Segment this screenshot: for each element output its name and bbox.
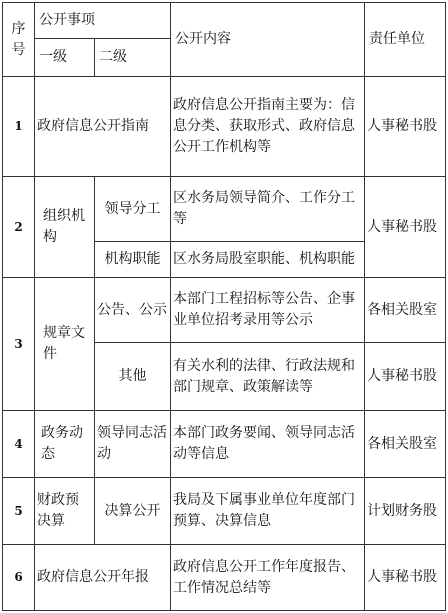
row-level1: 财政预决算 [35,478,95,545]
header-seq: 序号 [3,3,35,77]
row-unit: 人事秘书股 [365,545,446,611]
row-level1: 规章文件 [35,278,95,411]
row-content: 我局及下属事业单位年度部门预算、决算信息 [171,478,365,545]
row-content: 本部门工程招标等公告、企事业单位招考录用等公示 [171,278,365,343]
row-content: 政府信息公开指南主要为：信息分类、获取形式、政府信息公开工作机构等 [171,77,365,177]
row-level2: 领导分工 [95,177,171,242]
row-seq: 2 [3,177,35,278]
header-content: 公开内容 [171,3,365,77]
row-unit: 各相关股室 [365,278,446,343]
row-level2: 公告、公示 [95,278,171,343]
table-row [3,278,446,343]
table-row [3,177,446,242]
row-level1: 组织机构 [35,177,95,278]
row-content: 本部门政务要闻、领导同志活动等信息 [171,411,365,478]
row-level2: 领导同志活动 [95,411,171,478]
table-row [3,411,446,478]
row-seq: 5 [3,478,35,545]
row-level2: 其他 [95,343,171,411]
row-seq: 6 [3,545,35,611]
row-content: 政府信息公开工作年度报告、工作情况总结等 [171,545,365,611]
row-level1: 政务动态 [35,411,95,478]
row-unit: 各相关股室 [365,411,446,478]
row-seq: 3 [3,278,35,411]
row-unit: 人事秘书股 [365,177,446,278]
row-unit: 人事秘书股 [365,77,446,177]
header-unit: 责任单位 [365,3,446,77]
row-content: 区水务局股室职能、机构职能 [171,242,365,278]
row-unit: 人事秘书股 [365,343,446,411]
table-row [3,478,446,545]
table-row [3,77,446,177]
row-content: 区水务局领导简介、工作分工等 [171,177,365,242]
row-level2: 机构职能 [95,242,171,278]
row-level2: 决算公开 [95,478,171,545]
row-unit: 计划财务股 [365,478,446,545]
row-seq: 1 [3,77,35,177]
header-item: 公开事项 [35,3,171,39]
disclosure-table [2,2,446,611]
row-content: 有关水利的法律、行政法规和部门规章、政策解读等 [171,343,365,411]
header-level1: 一级 [35,39,95,77]
row-level1: 政府信息公开指南 [35,77,171,177]
row-seq: 4 [3,411,35,478]
table-row [3,545,446,611]
row-level1: 政府信息公开年报 [35,545,171,611]
header-level2: 二级 [95,39,171,77]
